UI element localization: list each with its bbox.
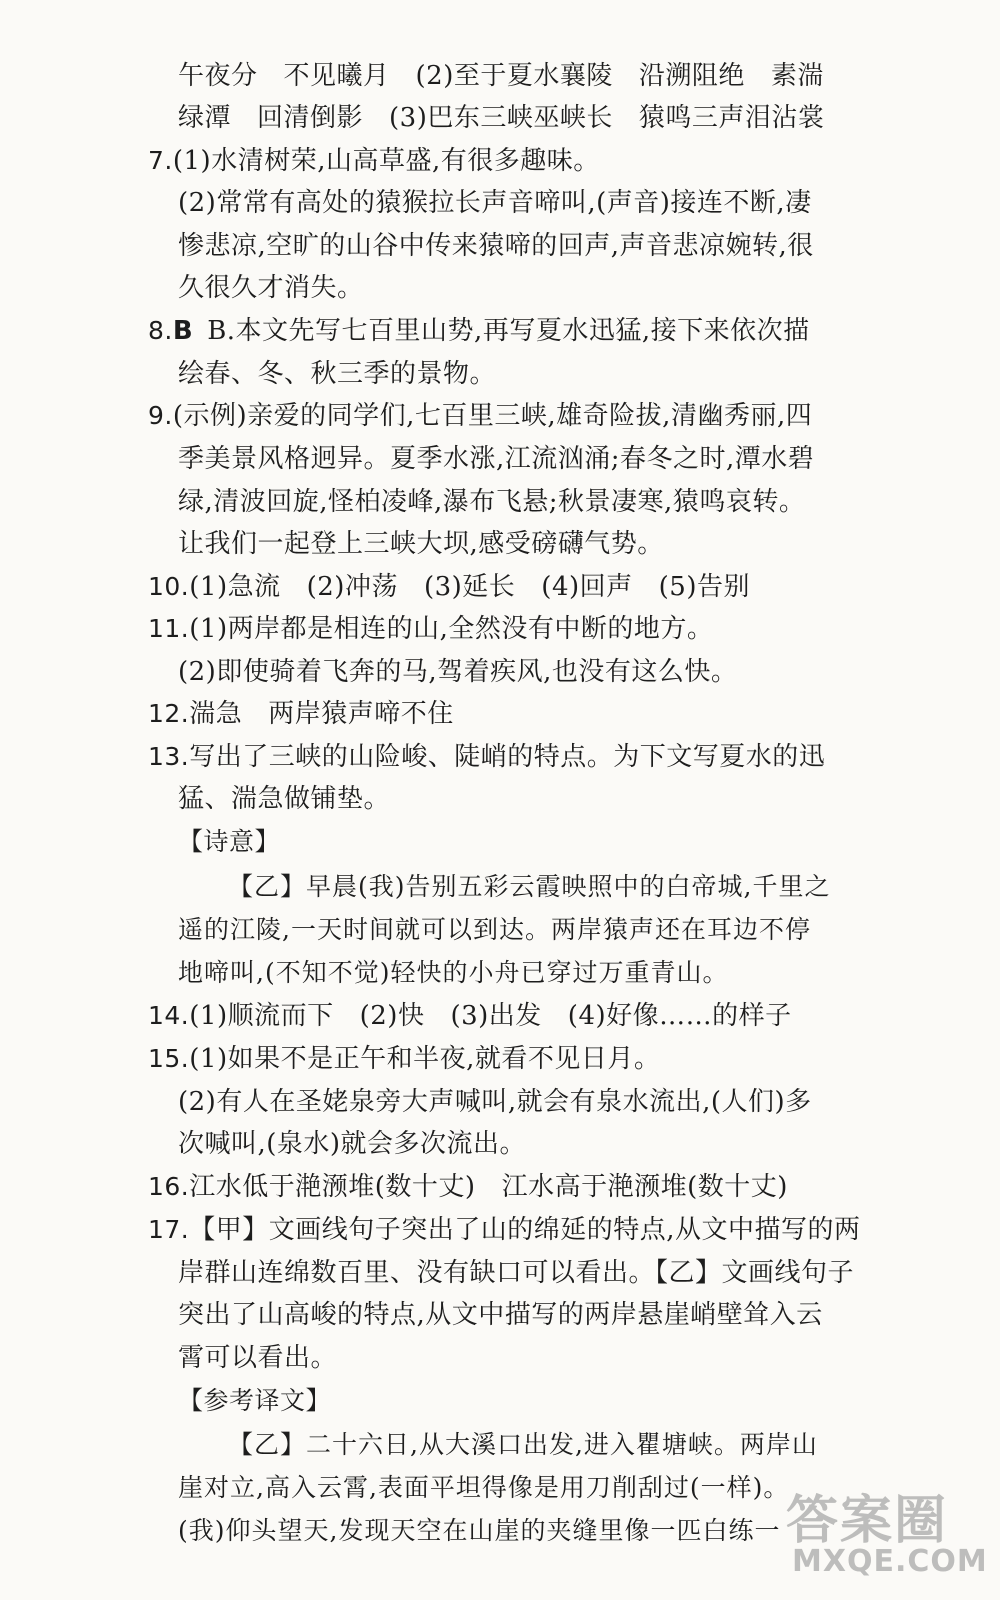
question-9-line-2: 季美景风格迥异。夏季水涨,江流汹涌;春冬之时,潭水碧 — [178, 444, 815, 474]
line-1: 午夜分 不见曦月 (2)至于夏水襄陵 沿溯阻绝 素湍 — [178, 61, 824, 91]
watermark — [782, 1470, 988, 1590]
question-13: 13.写出了三峡的山险峻、陡峭的特点。为下文写夏水的迅 — [148, 742, 826, 772]
question-8-line-2: 绘春、冬、秋三季的景物。 — [178, 359, 497, 389]
question-17-line-3: 突出了山高峻的特点,从文中描写的两岸悬崖峭壁耸入云 — [178, 1300, 823, 1330]
yiwen-line-3: (我)仰头望天,发现天空在山崖的夹缝里像一匹白练一 — [178, 1516, 781, 1545]
question-13-line-2: 猛、湍急做铺垫。 — [178, 784, 391, 814]
yiwen-line-2: 崖对立,高入云霄,表面平坦得像是用刀削刮过(一样)。 — [178, 1473, 790, 1502]
question-7: 7.(1)水清树荣,山高草盛,有很多趣味。 — [148, 146, 600, 176]
shiyi-line-3: 地啼叫,(不知不觉)轻快的小舟已穿过万重青山。 — [178, 958, 729, 987]
question-10: 10.(1)急流 (2)冲荡 (3)延长 (4)回声 (5)告别 — [148, 572, 750, 602]
watermark-url: MXQE.COM — [792, 1544, 988, 1579]
question-12: 12.湍急 两岸猿声啼不住 — [148, 699, 454, 729]
shiyi-line-2: 遥的江陵,一天时间就可以到达。两岸猿声还在耳边不停 — [178, 915, 811, 944]
question-9: 9.(示例)亲爱的同学们,七百里三峡,雄奇险拔,清幽秀丽,四 — [148, 401, 813, 431]
question-17-line-2: 岸群山连绵数百里、没有缺口可以看出。【乙】文画线句子 — [178, 1258, 855, 1288]
watermark-brand: 答案圈 — [786, 1491, 949, 1551]
question-7-b-line-2: 惨悲凉,空旷的山谷中传来猿啼的回声,声音悲凉婉转,很 — [178, 231, 814, 261]
question-11: 11.(1)两岸都是相连的山,全然没有中断的地方。 — [148, 614, 714, 644]
question-16: 16.江水低于滟滪堆(数十丈) 江水高于滟滪堆(数十丈) — [148, 1172, 788, 1202]
question-15-b-line-1: (2)有人在圣姥泉旁大声喊叫,就会有泉水流出,(人们)多 — [178, 1087, 812, 1117]
section-head-shiyi: 【诗意】 — [178, 827, 281, 856]
question-15: 15.(1)如果不是正午和半夜,就看不见日月。 — [148, 1044, 661, 1074]
question-9-line-4: 让我们一起登上三峡大坝,感受磅礴气势。 — [178, 529, 664, 559]
question-17: 17.【甲】文画线句子突出了山的绵延的特点,从文中描写的两 — [148, 1215, 861, 1245]
question-11-b: (2)即使骑着飞奔的马,驾着疾风,也没有这么快。 — [178, 657, 738, 687]
question-15-b-line-2: 次喊叫,(泉水)就会多次流出。 — [178, 1129, 527, 1159]
question-14: 14.(1)顺流而下 (2)快 (3)出发 (4)好像……的样子 — [148, 1001, 792, 1031]
question-8: 8.B B.本文先写七百里山势,再写夏水迅猛,接下来依次描 — [148, 316, 810, 346]
section-head-yiwen: 【参考译文】 — [178, 1386, 332, 1415]
shiyi-line-1: 【乙】早晨(我)告别五彩云霞映照中的白帝城,千里之 — [228, 872, 831, 901]
answer-letter: B — [172, 316, 194, 346]
question-9-line-3: 绿,清波回旋,怪柏凌峰,瀑布飞悬;秋景凄寒,猿鸣哀转。 — [178, 487, 806, 517]
line-2: 绿潭 回清倒影 (3)巴东三峡巫峡长 猿鸣三声泪沾裳 — [178, 103, 825, 133]
question-7-b-line-3: 久很久才消失。 — [178, 273, 364, 303]
question-7-b-line-1: (2)常常有高处的猿猴拉长声音啼叫,(声音)接连不断,凄 — [178, 188, 812, 218]
question-17-line-4: 霄可以看出。 — [178, 1343, 338, 1373]
yiwen-line-1: 【乙】二十六日,从大溪口出发,进入瞿塘峡。两岸山 — [228, 1430, 818, 1459]
